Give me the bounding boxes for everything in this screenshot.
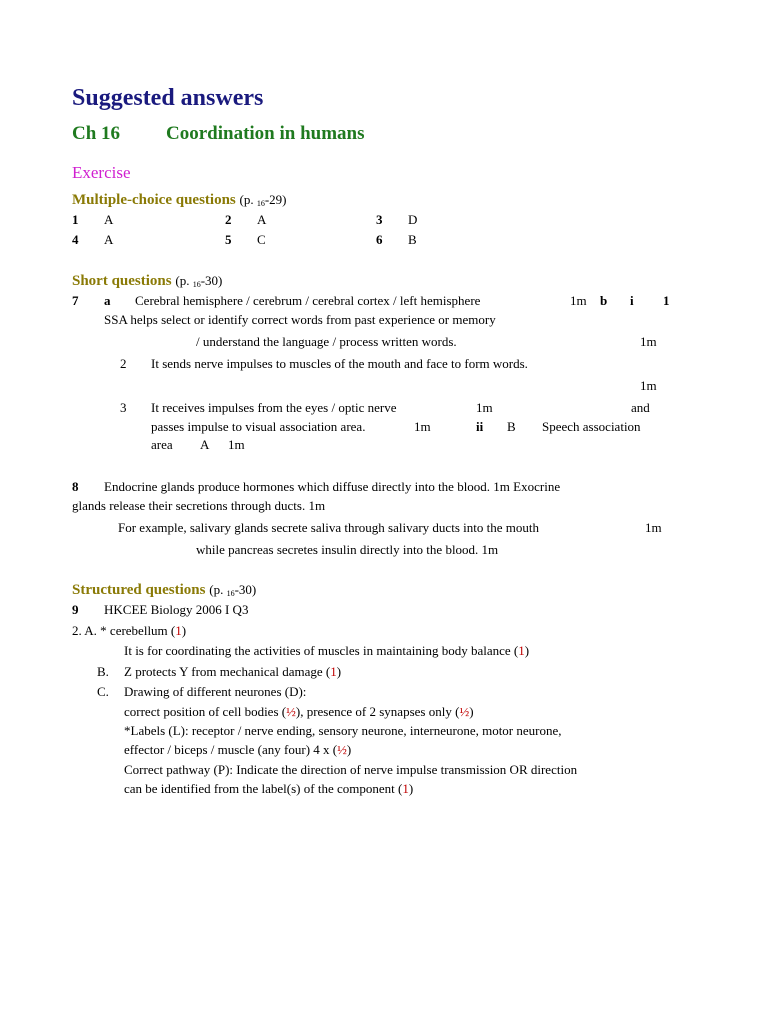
part-label: B. <box>97 664 109 679</box>
answer-text: / understand the language / process written words. <box>196 334 457 349</box>
mark: 1m <box>476 400 493 415</box>
answer-text: *Labels (L): receptor / nerve ending, sensory neurone, interneurone, motor neurone, <box>124 723 562 738</box>
part-label: ii <box>476 419 484 434</box>
page-title: Suggested answers <box>72 85 264 111</box>
question-number: 8 <box>72 479 79 494</box>
mcq-number: 2 <box>225 212 232 227</box>
answer-line: can be identified from the label(s) of the component (1) <box>124 781 414 796</box>
mcq-number: 4 <box>72 232 79 247</box>
mark: 1m <box>645 520 662 535</box>
answer-text: Z protects Y from mechanical damage <box>124 664 323 679</box>
answer-text: while pancreas secretes insulin directly into the blood. 1m <box>196 542 499 557</box>
short-questions-heading <box>72 272 222 290</box>
answer-text: It receives impulses from the eyes / optic nerve <box>151 400 397 415</box>
mcq-answer: A <box>257 212 267 227</box>
answer-text: B <box>507 419 516 434</box>
short-page-ref: (p. $_{16}$-30) <box>175 273 223 289</box>
answer-text: , presence of 2 synapses only <box>300 704 452 719</box>
question-number: 9 <box>72 602 79 617</box>
answer-text: 2. A. * cerebellum <box>72 623 168 638</box>
answer-text: SSA helps select or identify correct words from past experience or memory <box>104 312 496 327</box>
structured-page-ref: (p. $_{16}$-30) <box>209 582 257 598</box>
mark: 1m <box>640 378 657 393</box>
answer-line: 2. A. * cerebellum (1) <box>72 623 187 638</box>
mark: 1 <box>518 643 525 658</box>
exercise-heading: Exercise <box>72 163 131 182</box>
answer-text: passes impulse to visual association area. <box>151 419 366 434</box>
mark: 1 <box>330 664 337 679</box>
short-heading-text: Short questions <box>72 273 172 289</box>
structured-questions-heading <box>72 581 256 599</box>
mcq-answer: D <box>408 212 418 227</box>
mcq-answer: A <box>104 212 114 227</box>
part-label: a <box>104 293 111 308</box>
answer-text: Cerebral hemisphere / cerebrum / cerebral cortex / left hemisphere <box>135 293 481 308</box>
part-label: C. <box>97 684 109 699</box>
mcq-answer: C <box>257 232 266 247</box>
mcq-heading-text: Multiple-choice questions <box>72 192 236 208</box>
mcq-number: 3 <box>376 212 383 227</box>
chapter-number: Ch 16 <box>72 123 121 144</box>
answer-text: Drawing of different neurones (D): <box>124 684 307 699</box>
answer-text: area <box>151 437 173 452</box>
answer-text: correct position of cell bodies <box>124 704 279 719</box>
mark: 1m <box>414 419 431 434</box>
answer-text: It is for coordinating the activities of muscles in maintaining body balance <box>124 643 511 658</box>
mark: 1m <box>228 437 245 452</box>
part-label: 2 <box>120 356 127 371</box>
structured-heading-text: Structured questions <box>72 582 206 598</box>
mcq-number: 6 <box>376 232 383 247</box>
mcq-number: 1 <box>72 212 79 227</box>
mark: ½ <box>337 742 347 757</box>
answer-text: For example, salivary glands secrete saliva through salivary ducts into the mouth <box>118 520 539 535</box>
answer-text: glands release their secretions through ducts. 1m <box>72 498 326 513</box>
answer-text: and <box>631 400 650 415</box>
answer-text: A <box>200 437 210 452</box>
answer-text: can be identified from the label(s) of the component <box>124 781 395 796</box>
mark: ½ <box>459 704 470 719</box>
question-source: HKCEE Biology 2006 I Q3 <box>104 602 249 617</box>
part-label: 1 <box>663 293 670 308</box>
mcq-answer: A <box>104 232 114 247</box>
answer-line: It is for coordinating the activities of muscles in maintaining body balance (1) <box>124 643 530 658</box>
mark: 1m <box>570 293 587 308</box>
part-label: i <box>630 293 634 308</box>
part-label: 3 <box>120 400 127 415</box>
answer-text: It sends nerve impulses to muscles of the mouth and face to form words. <box>151 356 528 371</box>
mcq-heading <box>72 191 287 209</box>
mcq-answer: B <box>408 232 417 247</box>
answer-line: effector / biceps / muscle (any four) 4 x (½) <box>124 742 352 757</box>
answer-text: Correct pathway (P): Indicate the direction of nerve impulse transmission OR direction <box>124 762 578 777</box>
answer-text: effector / biceps / muscle (any four) 4 x <box>124 742 330 757</box>
answer-line: correct position of cell bodies (½), presence of 2 synapses only (½) <box>124 704 474 719</box>
mcq-number: 5 <box>225 232 232 247</box>
part-label: b <box>600 293 608 308</box>
mcq-page-ref: (p. $_{16}$-29) <box>239 192 287 208</box>
mark: 1m <box>640 334 657 349</box>
answer-line: Z protects Y from mechanical damage (1) <box>124 664 342 679</box>
mark: ½ <box>286 704 296 719</box>
chapter-title: Coordination in humans <box>166 123 365 144</box>
answer-text: Endocrine glands produce hormones which diffuse directly into the blood. 1m Exocrine <box>104 479 561 494</box>
answer-text: Speech association <box>542 419 641 434</box>
mark: 1 <box>175 623 182 638</box>
question-number: 7 <box>72 293 79 308</box>
mark: 1 <box>402 781 409 796</box>
